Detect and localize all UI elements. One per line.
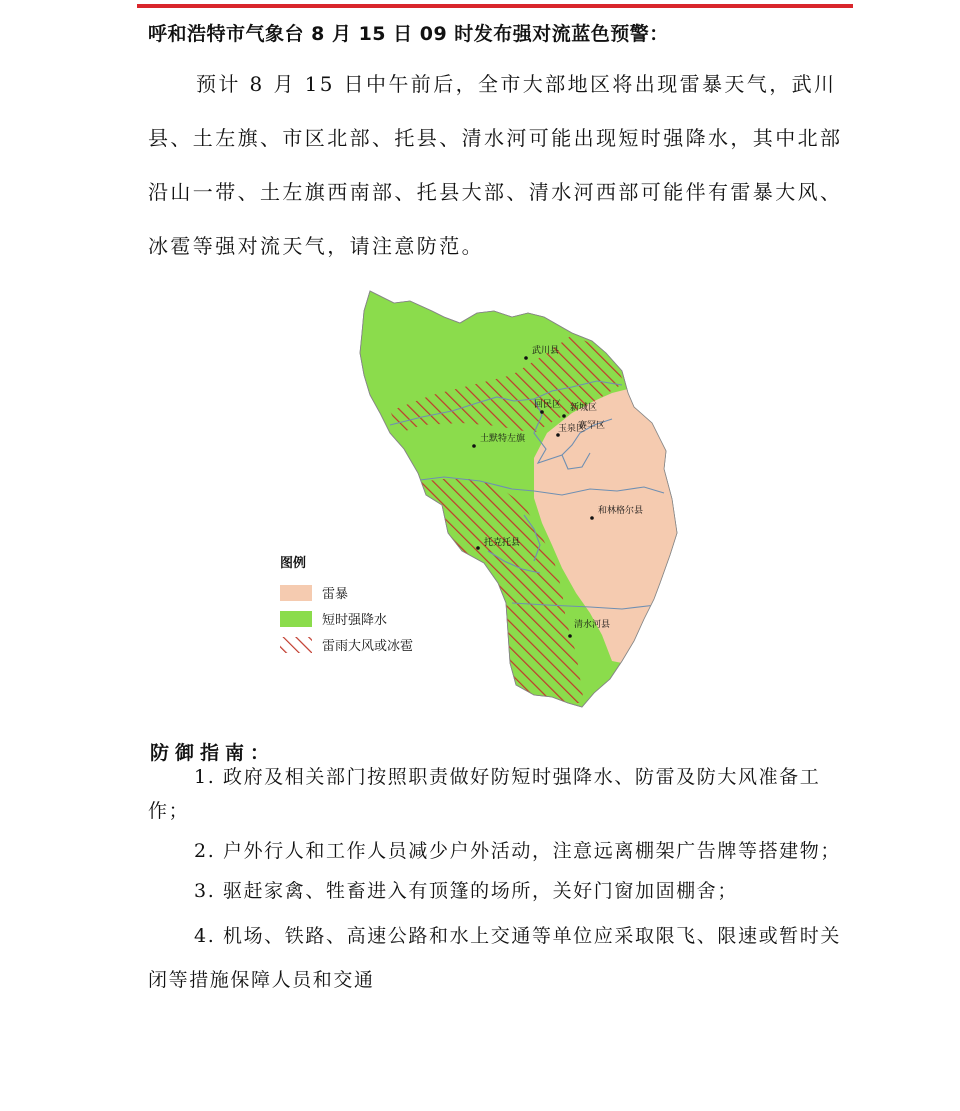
warning-paragraph: 预计 8 月 15 日中午前后，全市大部地区将出现雷暴天气，武川县、土左旗、市区北部、托县、清水河可能出现短时强降水，其中北部沿山一带、土左旗西南部、托县大部、清水河西部可能伴有雷暴大风、冰雹等强对流天气，请注意防范。 bbox=[148, 72, 843, 258]
legend-label-hail: 雷雨大风或冰雹 bbox=[322, 639, 414, 654]
legend-swatch-thunderstorm bbox=[280, 585, 312, 601]
legend-swatch-hail bbox=[280, 637, 312, 653]
dot-tuoketuo bbox=[476, 546, 480, 550]
label-qingshuihe: 清水河县 bbox=[574, 620, 611, 630]
label-xincheng: 新城区 bbox=[570, 403, 598, 413]
dot-xincheng bbox=[562, 414, 566, 418]
map-legend bbox=[280, 555, 413, 654]
label-huimin: 回民区 bbox=[534, 400, 562, 410]
label-helinger: 和林格尔县 bbox=[598, 506, 644, 516]
guide-item-3: 3. 驱赶家禽、牲畜进入有顶篷的场所，关好门窗加固棚舍； bbox=[194, 880, 738, 902]
guide-item-4: 4. 机场、铁路、高速公路和水上交通等单位应采取限飞、限速或暂时关闭等措施保障人员和交通 bbox=[148, 925, 841, 991]
label-yuquan: 玉泉区 bbox=[558, 424, 586, 434]
legend-label-thunderstorm: 雷暴 bbox=[322, 587, 349, 602]
dot-huimin bbox=[540, 410, 544, 414]
dot-helinger bbox=[590, 516, 594, 520]
guide-item-1: 1. 政府及相关部门按照职责做好防短时强降水、防雷及防大风准备工作； bbox=[148, 766, 821, 822]
legend-title: 图例 bbox=[280, 556, 307, 571]
warning-map bbox=[272, 283, 692, 711]
dot-tumote bbox=[472, 444, 476, 448]
dot-qingshuihe bbox=[568, 634, 572, 638]
legend-swatch-heavy-rain bbox=[280, 611, 312, 627]
label-saihan: 赛罕区 bbox=[578, 421, 606, 431]
warning-heading: 呼和浩特市气象台 8 月 15 日 09 时发布强对流蓝色预警： bbox=[148, 23, 669, 45]
dot-wuchuan bbox=[524, 356, 528, 360]
warning-map-svg bbox=[272, 283, 692, 711]
legend-label-heavy-rain: 短时强降水 bbox=[322, 613, 388, 628]
label-wuchuan: 武川县 bbox=[532, 346, 560, 356]
header-red-rule bbox=[137, 4, 853, 8]
guide-list bbox=[148, 760, 848, 1008]
guide-item-2: 2. 户外行人和工作人员减少户外活动，注意远离棚架广告牌等搭建物； bbox=[194, 840, 841, 862]
guide-title: 防御指南： bbox=[150, 742, 276, 764]
label-tuoketuo: 托克托县 bbox=[484, 538, 521, 548]
label-tumote: 土默特左旗 bbox=[480, 434, 526, 444]
